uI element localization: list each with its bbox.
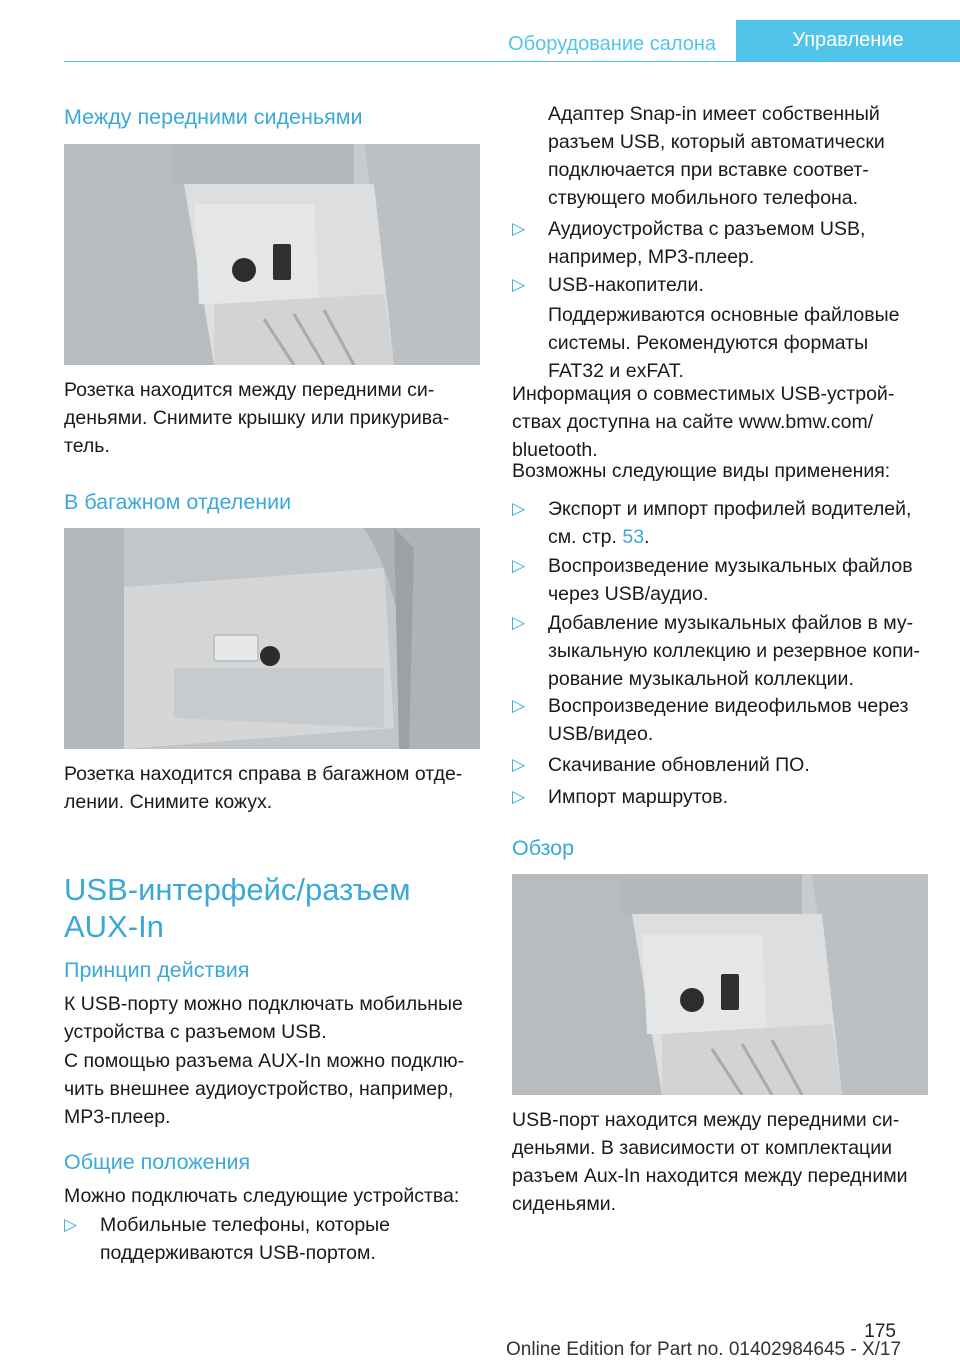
list-item-text: Мобильные телефоны, которые поддерживаются USB-портом. xyxy=(100,1214,391,1264)
list-item-text: Скачивание обновлений ПО. xyxy=(548,754,810,776)
list-item-use-music-collection xyxy=(512,609,928,693)
paragraph-front-socket: Розетка находится между передними си-деньями. Снимите крышку или прикурива-тель. xyxy=(64,379,450,457)
heading-usb-interface-line2: AUX-In xyxy=(64,909,164,944)
bullet-triangle-icon: ▷ xyxy=(512,499,526,518)
paragraph-compatibility-info: Информация о совместимых USB-устрой-ствах доступна на сайте www.bmw.com/ bluetooth. xyxy=(512,383,895,461)
header-section-title: Оборудование салона xyxy=(508,33,716,55)
list-item-text: Импорт маршрутов. xyxy=(548,786,729,808)
heading-principle: Принцип действия xyxy=(64,958,250,982)
heading-trunk: В багажном отделении xyxy=(64,490,292,514)
list-item-period: . xyxy=(644,526,650,548)
page-reference-link[interactable]: 53 xyxy=(622,526,645,548)
heading-usb-interface-line1: USB-интерфейс/разъем xyxy=(64,872,411,907)
bullet-triangle-icon: ▷ xyxy=(512,787,526,806)
list-item-use-music-playback xyxy=(512,552,928,608)
paragraph-general: Можно подключать следующие устройства: xyxy=(64,1185,460,1207)
list-item-text: Воспроизведение музыкальных файлов через USB/аудио. xyxy=(548,555,913,605)
header-chapter-tab: Управление xyxy=(736,20,960,61)
list-item-text: Добавление музыкальных файлов в му-зыкальную коллекцию и резервное копи-рование музыкальной коллекции. xyxy=(548,612,921,690)
list-item-text: USB-накопители. xyxy=(548,274,704,296)
heading-between-front-seats: Между передними сиденьями xyxy=(64,105,363,129)
list-item-use-software-updates xyxy=(512,751,928,779)
bullet-triangle-icon: ▷ xyxy=(512,556,526,575)
console-photo xyxy=(64,144,480,365)
list-item-mobile-phones xyxy=(64,1211,480,1267)
paragraph-snapin: Адаптер Snap-in имеет собственный разъем USB, который автоматически подключается при вставке соответ-ствующего мобильного телефона. xyxy=(548,103,885,209)
heading-usb-interface xyxy=(64,871,480,945)
list-item-usb-storage xyxy=(512,271,928,299)
overview-photo xyxy=(512,874,928,1095)
bullet-triangle-icon: ▷ xyxy=(512,755,526,774)
header-rule xyxy=(64,61,960,62)
paragraph-principle-usb: К USB-порту можно подключать мобильные устройства с разъемом USB. xyxy=(64,993,463,1043)
list-item-use-profiles xyxy=(512,495,928,551)
heading-overview: Обзор xyxy=(512,836,575,860)
list-item-audio-devices xyxy=(512,215,928,271)
paragraph-principle-aux: С помощью разъема AUX-In можно подклю-чить внешнее аудиоустройство, например, MP3-плеер. xyxy=(64,1050,465,1128)
paragraph-uses-intro: Возможны следующие виды применения: xyxy=(512,460,891,482)
list-item-text: Экспорт и импорт профилей водителей, см. стр. xyxy=(548,498,912,548)
bullet-triangle-icon: ▷ xyxy=(512,219,526,238)
trunk-photo xyxy=(64,528,480,749)
footer-edition: Online Edition for Part no. 01402984645 - X/17 xyxy=(506,1339,902,1360)
paragraph-overview: USB-порт находится между передними си-деньями. В зависимости от комплектации разъем Aux-In находится между передними сиденьями. xyxy=(512,1109,908,1215)
heading-general: Общие положения xyxy=(64,1150,251,1174)
bullet-triangle-icon: ▷ xyxy=(512,275,526,294)
bullet-triangle-icon: ▷ xyxy=(512,613,526,632)
paragraph-trunk-socket: Розетка находится справа в багажном отде-лении. Снимите кожух. xyxy=(64,763,463,813)
page-number: 175 xyxy=(864,1321,896,1342)
paragraph-file-systems: Поддерживаются основные файловые системы. Рекомендуются форматы FAT32 и exFAT. xyxy=(548,304,900,382)
list-item-text: Аудиоустройства с разъемом USB, например, MP3-плеер. xyxy=(548,218,866,268)
bullet-triangle-icon: ▷ xyxy=(64,1215,78,1234)
list-item-use-video xyxy=(512,692,928,748)
bullet-triangle-icon: ▷ xyxy=(512,696,526,715)
list-item-text: Воспроизведение видеофильмов через USB/видео. xyxy=(548,695,909,745)
list-item-use-routes xyxy=(512,783,928,811)
